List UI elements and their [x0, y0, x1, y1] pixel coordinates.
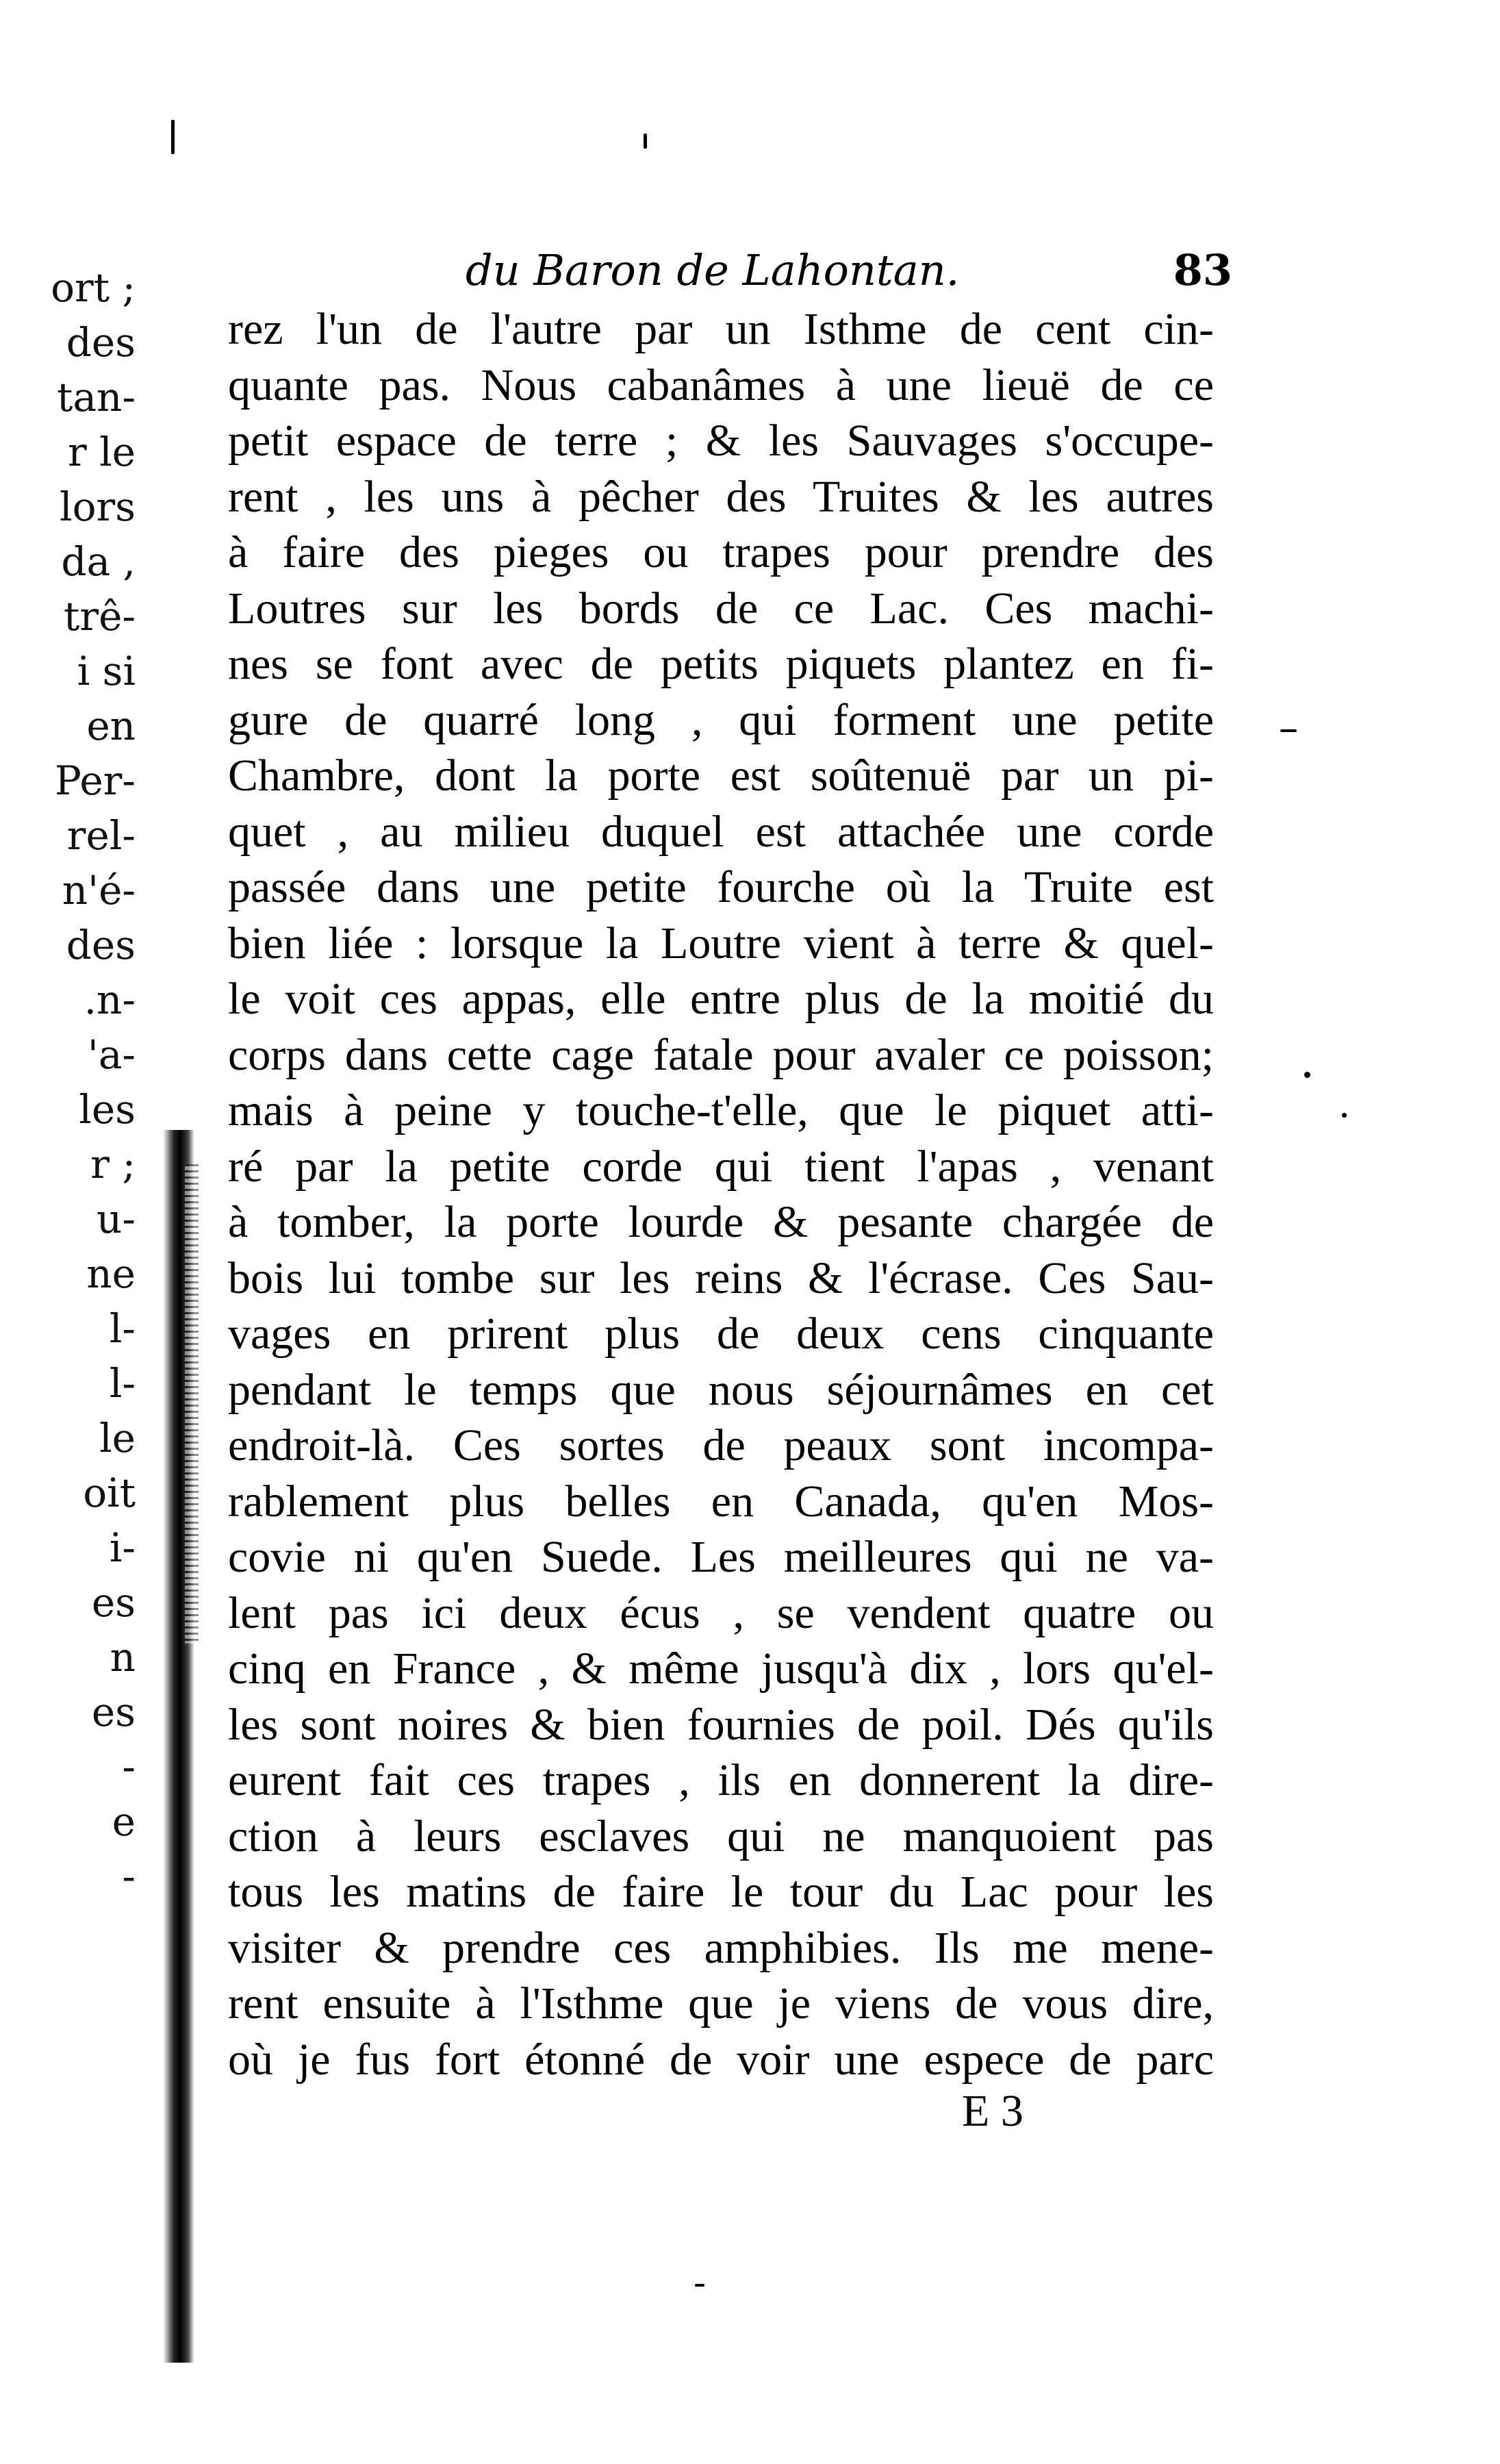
scan-speck [1304, 1072, 1310, 1078]
margin-fragment: i si [77, 648, 136, 694]
text-line: mais à peine y touche-t'elle, que le piquet atti- [228, 1085, 1214, 1135]
margin-fragment: tan- [57, 374, 136, 420]
margin-fragment: le [99, 1415, 136, 1461]
margin-fragment: en [86, 703, 136, 749]
text-line: ction à leurs esclaves qui ne manquoient pas [228, 1811, 1214, 1861]
scan-speck [171, 120, 175, 154]
signature-mark: E 3 [962, 2086, 1024, 2136]
margin-fragment: ort ; [51, 264, 136, 311]
scan-speck [695, 2284, 704, 2287]
margin-fragment: r le [67, 429, 136, 475]
margin-fragment: oit [83, 1470, 136, 1516]
text-line: tous les matins de faire le tour du Lac pour les [228, 1867, 1214, 1917]
text-line: visiter & prendre ces amphibies. Ils me mene- [228, 1922, 1214, 1973]
margin-fragment: e [112, 1798, 136, 1845]
text-line: ré par la petite corde qui tient l'apas , venant [228, 1141, 1214, 1192]
scan-speck [644, 134, 647, 149]
text-line: le voit ces appas, elle entre plus de la moitié du [228, 974, 1214, 1024]
text-line: à faire des pieges ou trapes pour prendre des [228, 527, 1214, 577]
margin-fragment: ne [86, 1250, 136, 1297]
text-line: nes se font avec de petits piquets plantez en fi- [228, 639, 1214, 689]
text-line: endroit-là. Ces sortes de peaux sont incompa- [228, 1420, 1214, 1470]
margin-fragment: es [91, 1689, 136, 1735]
margin-fragment: es [91, 1579, 136, 1626]
text-line: eurent fait ces trapes , ils en donnerent la dire- [228, 1755, 1214, 1805]
text-line: gure de quarré long , qui forment une petite [228, 694, 1214, 745]
margin-fragment: 'a- [87, 1031, 136, 1078]
margin-fragment: lors [60, 483, 136, 530]
text-line: rent ensuite à l'Isthme que je viens de vous dire, [228, 1978, 1214, 2028]
text-line: lent pas ici deux écus , se vendent quatre ou [228, 1587, 1214, 1638]
margin-fragment: i- [109, 1524, 136, 1571]
text-line: quet , au milieu duquel est attachée une corde [228, 806, 1214, 857]
scan-speck [1280, 729, 1297, 732]
text-line: vages en prirent plus de deux cens cinquante [228, 1309, 1214, 1359]
page-number: 83 [1173, 245, 1232, 295]
text-line: à tomber, la porte lourde & pesante chargée de [228, 1197, 1214, 1247]
text-line: petit espace de terre ; & les Sauvages s'occupe- [228, 416, 1214, 466]
margin-fragment: u- [97, 1196, 136, 1242]
margin-fragment: les [79, 1086, 136, 1133]
text-line: rez l'un de l'autre par un Isthme de cent cin- [228, 304, 1214, 354]
text-line: passée dans une petite fourche où la Truite est [228, 862, 1214, 912]
text-line: Loutres sur les bords de ce Lac. Ces machi- [228, 583, 1214, 633]
margin-fragment: trê- [64, 593, 136, 640]
margin-fragment: rel- [66, 812, 136, 859]
margin-fragment: des [66, 319, 136, 366]
margin-fragment: l- [109, 1360, 136, 1407]
text-line: cinq en France , & même jusqu'à dix , lors qu'el- [228, 1644, 1214, 1694]
text-line: bien liée : lorsque la Loutre vient à terre & quel- [228, 918, 1214, 968]
text-line: covie ni qu'en Suede. Les meilleures qui ne va- [228, 1532, 1214, 1582]
margin-fragment: r ; [90, 1141, 136, 1187]
text-line: rent , les uns à pêcher des Truites & les autres [228, 471, 1214, 522]
scan-speck [1342, 1113, 1347, 1118]
margin-fragment: da , [61, 538, 136, 585]
running-title: du Baron de Lahontan. [466, 245, 960, 295]
text-line: les sont noires & bien fournies de poil. Dés qu'ils [228, 1699, 1214, 1750]
text-line: où je fus fort étonné de voir une espece de parc [228, 2034, 1214, 2085]
margin-fragment: des [66, 922, 136, 968]
margin-fragment: - [122, 1853, 136, 1900]
text-line: corps dans cette cage fatale pour avaler ce poisson; [228, 1029, 1214, 1080]
text-line: Chambre, dont la porte est soûtenuë par un pi- [228, 751, 1214, 801]
margin-fragment: - [122, 1744, 136, 1790]
page-header [226, 245, 1232, 307]
margin-fragment: n [110, 1634, 136, 1681]
text-line: pendant le temps que nous séjournâmes en cet [228, 1364, 1214, 1415]
gutter-texture [185, 1164, 199, 1644]
text-line: quante pas. Nous cabanâmes à une lieuë de ce [228, 360, 1214, 410]
margin-fragment: l- [109, 1305, 136, 1352]
margin-fragment: .n- [84, 977, 136, 1023]
text-line: rablement plus belles en Canada, qu'en Mos- [228, 1476, 1214, 1526]
facing-page-bleed [0, 260, 144, 1904]
margin-fragment: n'é- [62, 867, 136, 914]
text-line: bois lui tombe sur les reins & l'écrase. Ces Sau- [228, 1253, 1214, 1303]
margin-fragment: Per- [54, 757, 136, 804]
body-text [228, 301, 1214, 2087]
